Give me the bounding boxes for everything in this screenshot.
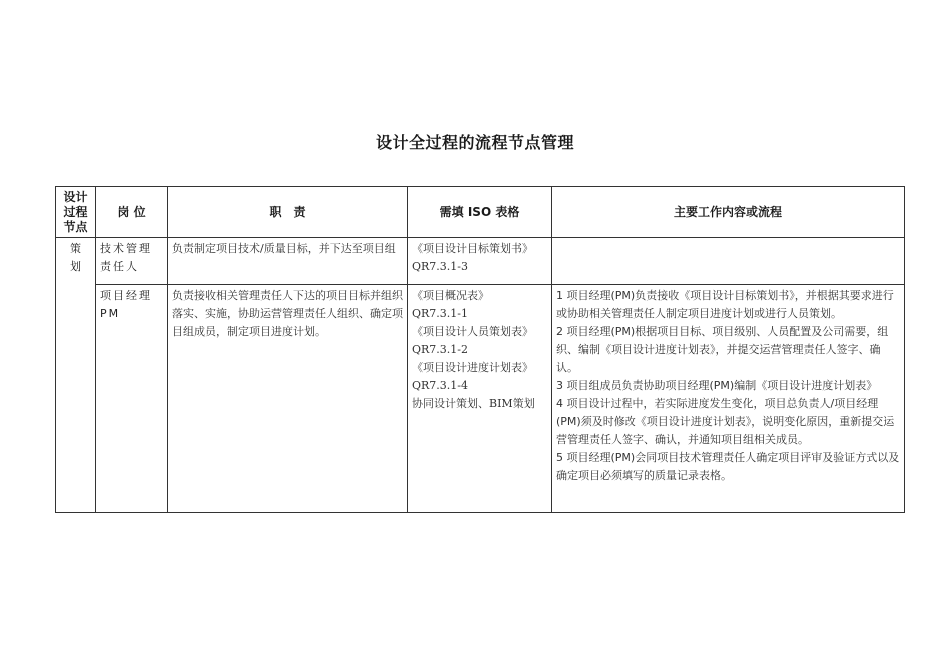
iso-form-name: 《项目设计目标策划书》 — [412, 242, 533, 255]
iso-form-code: QR7.3.1-3 — [412, 260, 469, 273]
work-cell — [552, 285, 905, 513]
header-iso: 需填 ISO 表格 — [408, 187, 552, 238]
table-row — [56, 285, 905, 513]
table-row — [56, 238, 905, 285]
work-cell — [552, 238, 905, 285]
iso-form-code: QR7.3.1-4 — [412, 379, 469, 392]
node-cell — [56, 238, 96, 513]
document-title: 设计全过程的流程节点管理 — [375, 133, 574, 152]
iso-form-name: 《项目设计人员策划表》 — [412, 325, 533, 338]
header-role: 岗 位 — [96, 187, 168, 238]
header-duty: 职 责 — [168, 187, 408, 238]
iso-form-code: QR7.3.1-2 — [412, 343, 469, 356]
work-step: 3 项目组成员负责协助项目经理(PM)编制《项目设计进度计划表》 — [556, 379, 878, 392]
node-label: 策划 — [70, 242, 81, 273]
iso-note: 协同设计策划、BIM策划 — [412, 397, 535, 410]
iso-form-code: QR7.3.1-1 — [412, 307, 469, 320]
role-cell: 项目经理PM — [96, 285, 168, 513]
work-step: 4 项目设计过程中，若实际进度发生变化，项目总负责人/项目经理(PM)须及时修改《项目设计进度计划表》，说明变化原因，重新提交运营管理责任人签字、确认，并通知项目组相关成员。 — [556, 397, 895, 446]
role-cell: 技术管理责任人 — [96, 238, 168, 285]
process-table — [55, 186, 905, 513]
header-node: 设计过程节点 — [56, 187, 96, 238]
duty-cell: 负责接收相关管理责任人下达的项目目标并组织落实、实施，协助运营管理责任人组织、确定项目组成员，制定项目进度计划。 — [168, 285, 408, 513]
work-step: 2 项目经理(PM)根据项目目标、项目级别、人员配置及公司需要，组织、编制《项目设计进度计划表》，并提交运营管理责任人签字、确认。 — [556, 325, 889, 374]
iso-form-name: 《项目概况表》 — [412, 289, 489, 302]
iso-cell — [408, 285, 552, 513]
work-step: 5 项目经理(PM)会同项目技术管理责任人确定项目评审及验证方式以及确定项目必须填写的质量记录表格。 — [556, 451, 900, 482]
duty-cell: 负责制定项目技术/质量目标，并下达至项目组 — [168, 238, 408, 285]
header-row — [56, 187, 905, 238]
iso-form-name: 《项目设计进度计划表》 — [412, 361, 533, 374]
work-step: 1 项目经理(PM)负责接收《项目设计目标策划书》，并根据其要求进行或协助相关管理责任人制定项目进度计划或进行人员策划。 — [556, 289, 894, 320]
iso-cell — [408, 238, 552, 285]
header-work: 主要工作内容或流程 — [552, 187, 905, 238]
